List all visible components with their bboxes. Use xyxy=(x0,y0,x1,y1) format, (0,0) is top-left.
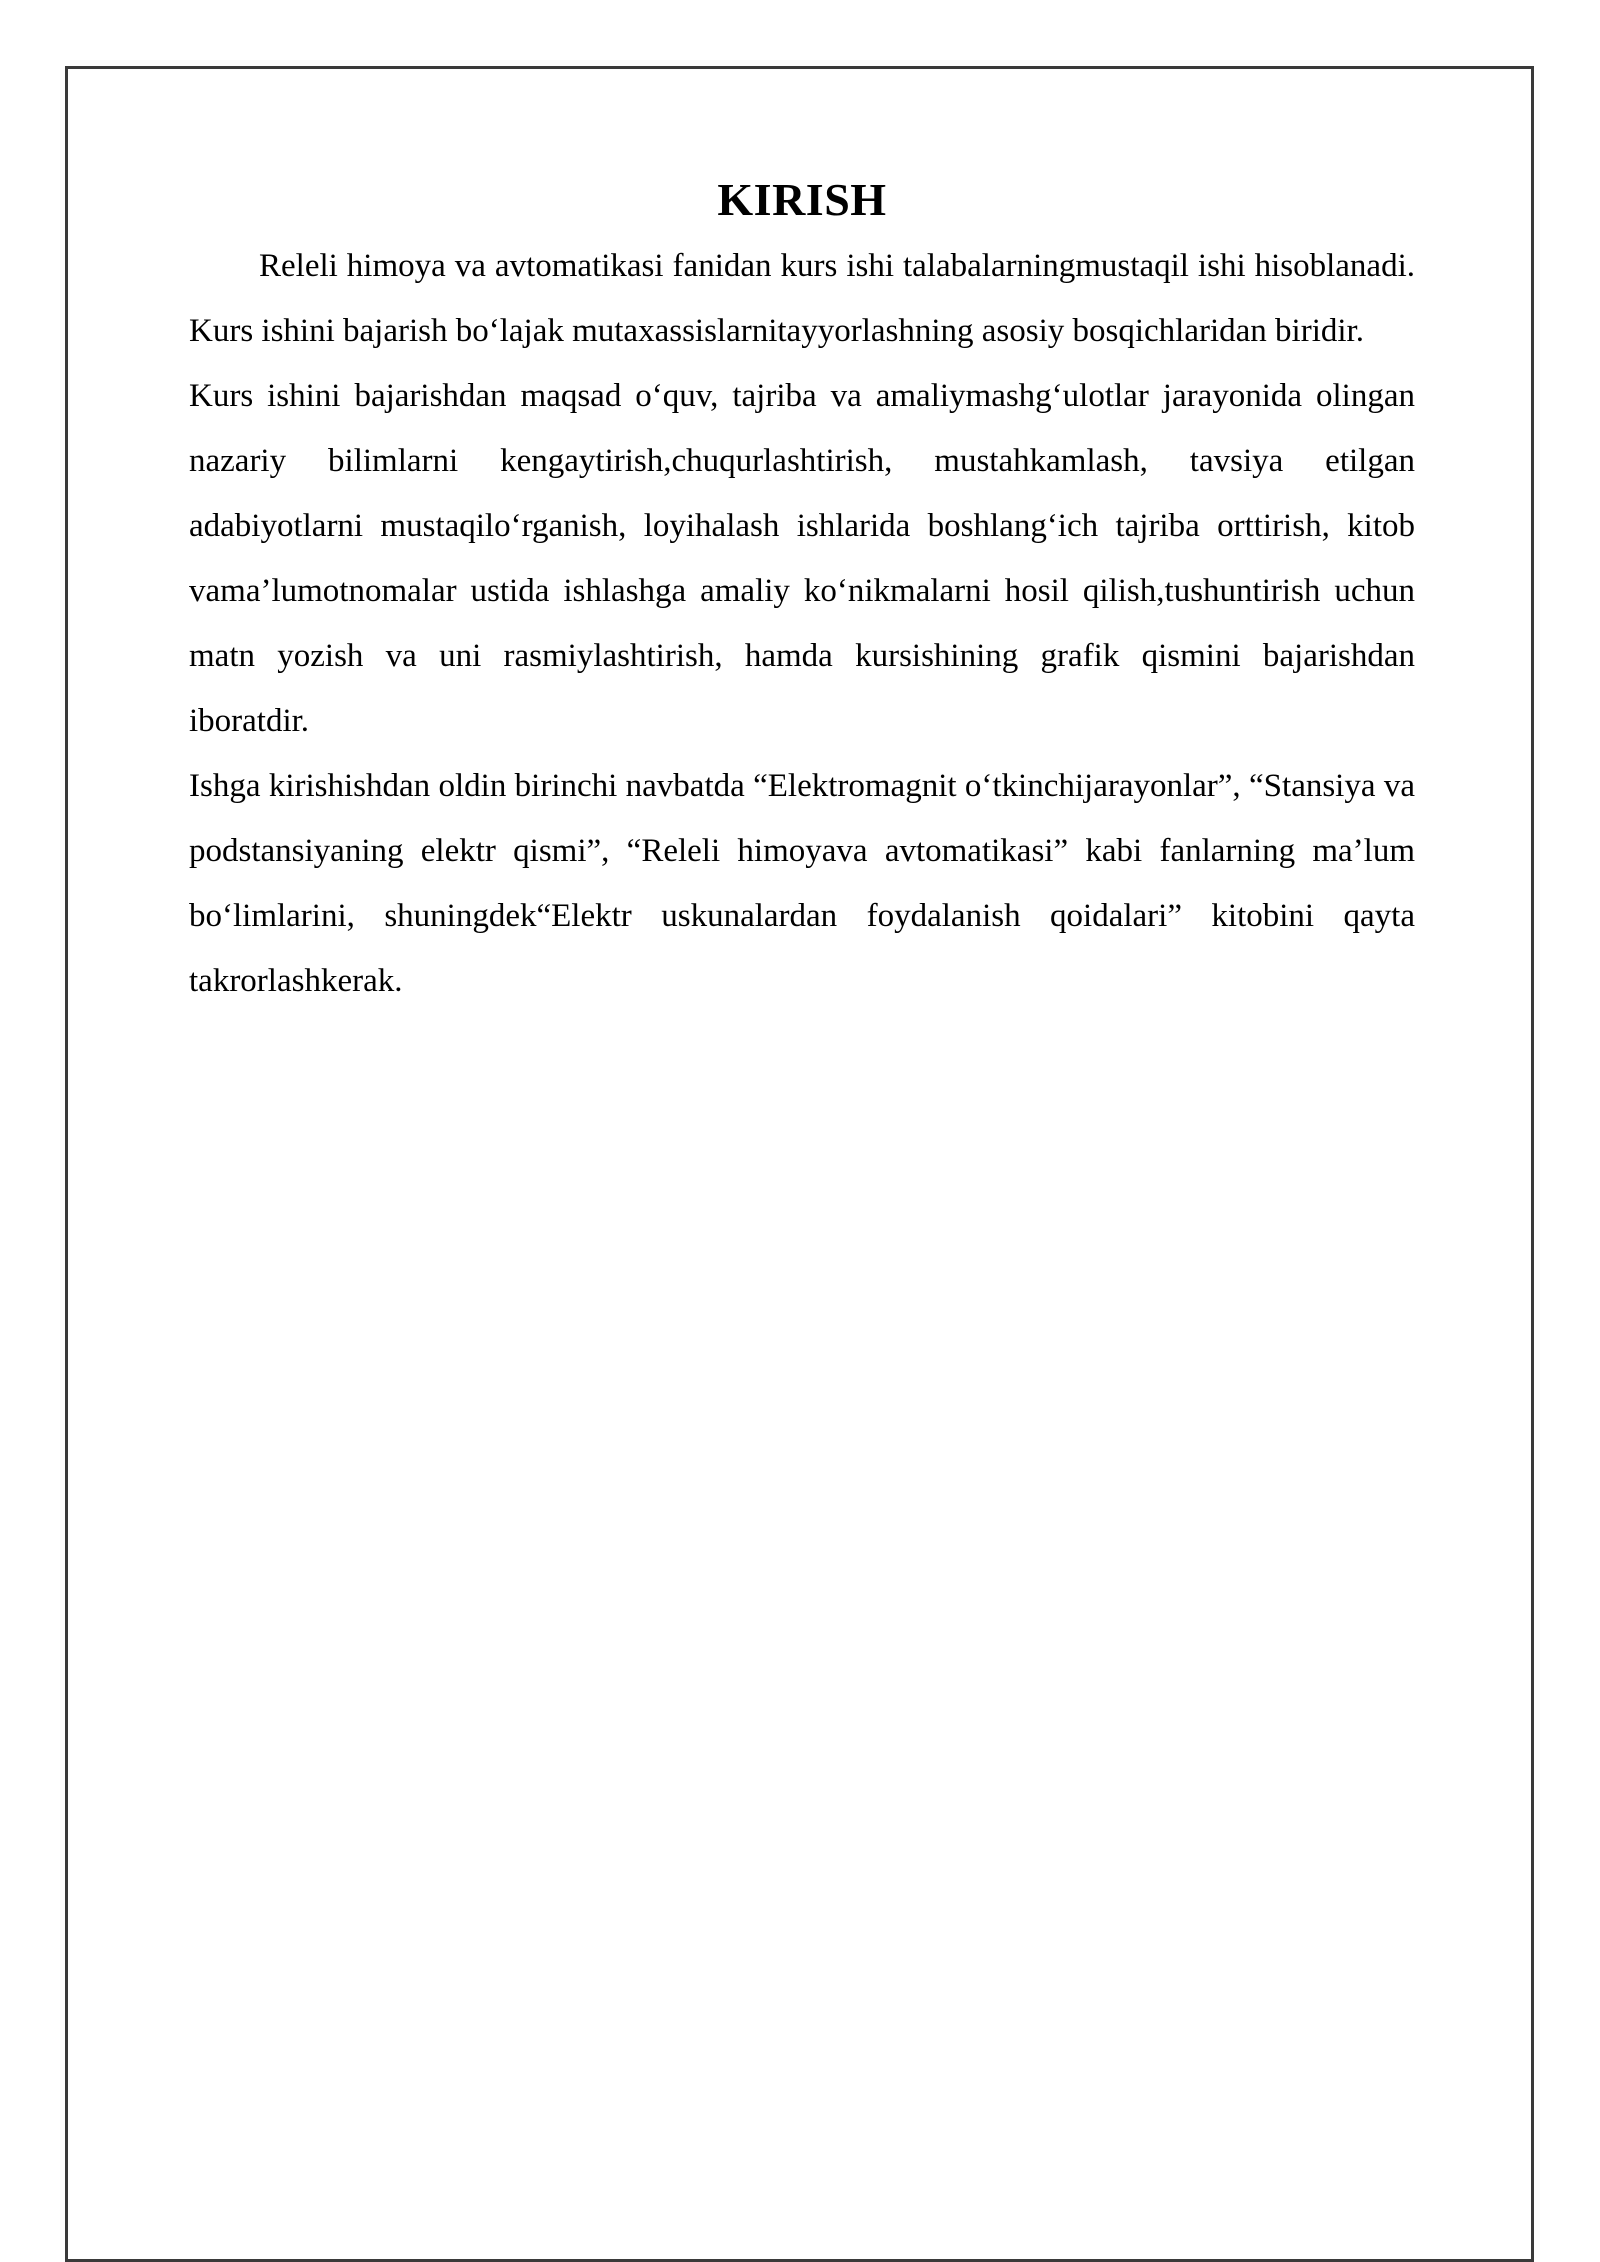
document-body xyxy=(189,172,1415,1014)
document-title: KIRISH xyxy=(717,174,887,225)
paragraph-purpose: Kurs ishini bajarishdan maqsad o‘quv, tajriba va amaliymashg‘ulotlar jarayonida olingan nazariy bilimlarni kengaytirish,chuqurlashtirish, mustahkamlash, tavsiya etilgan adabiyotlarni mustaqilo‘rganish, loyihalash ishlarida boshlang‘ich tajriba orttirish, kitob vama’lumotnomalar ustida ishlashga amaliy ko‘nikmalarni hosil qilish,tushuntirish uchun matn yozish va uni rasmiylashtirish, hamda kursishining grafik qismini bajarishdan iboratdir. xyxy=(189,378,1415,739)
paragraph-preparation: Ishga kirishishdan oldin birinchi navbatda “Elektromagnit o‘tkinchijarayonlar”, “Stansiya va podstansiyaning elektr qismi”, “Releli himoyava avtomatikasi” kabi fanlarning ma’lum bo‘limlarini, shuningdek“Elektr uskunalardan foydalanish qoidalari” kitobini qayta takrorlashkerak. xyxy=(189,768,1415,999)
paragraph-intro: Releli himoya va avtomatikasi fanidan kurs ishi talabalarningmustaqil ishi hisoblanadi. Kurs ishini bajarish bo‘lajak mutaxassislarnitayyorlashning asosiy bosqichlaridan biridir. xyxy=(189,248,1415,349)
